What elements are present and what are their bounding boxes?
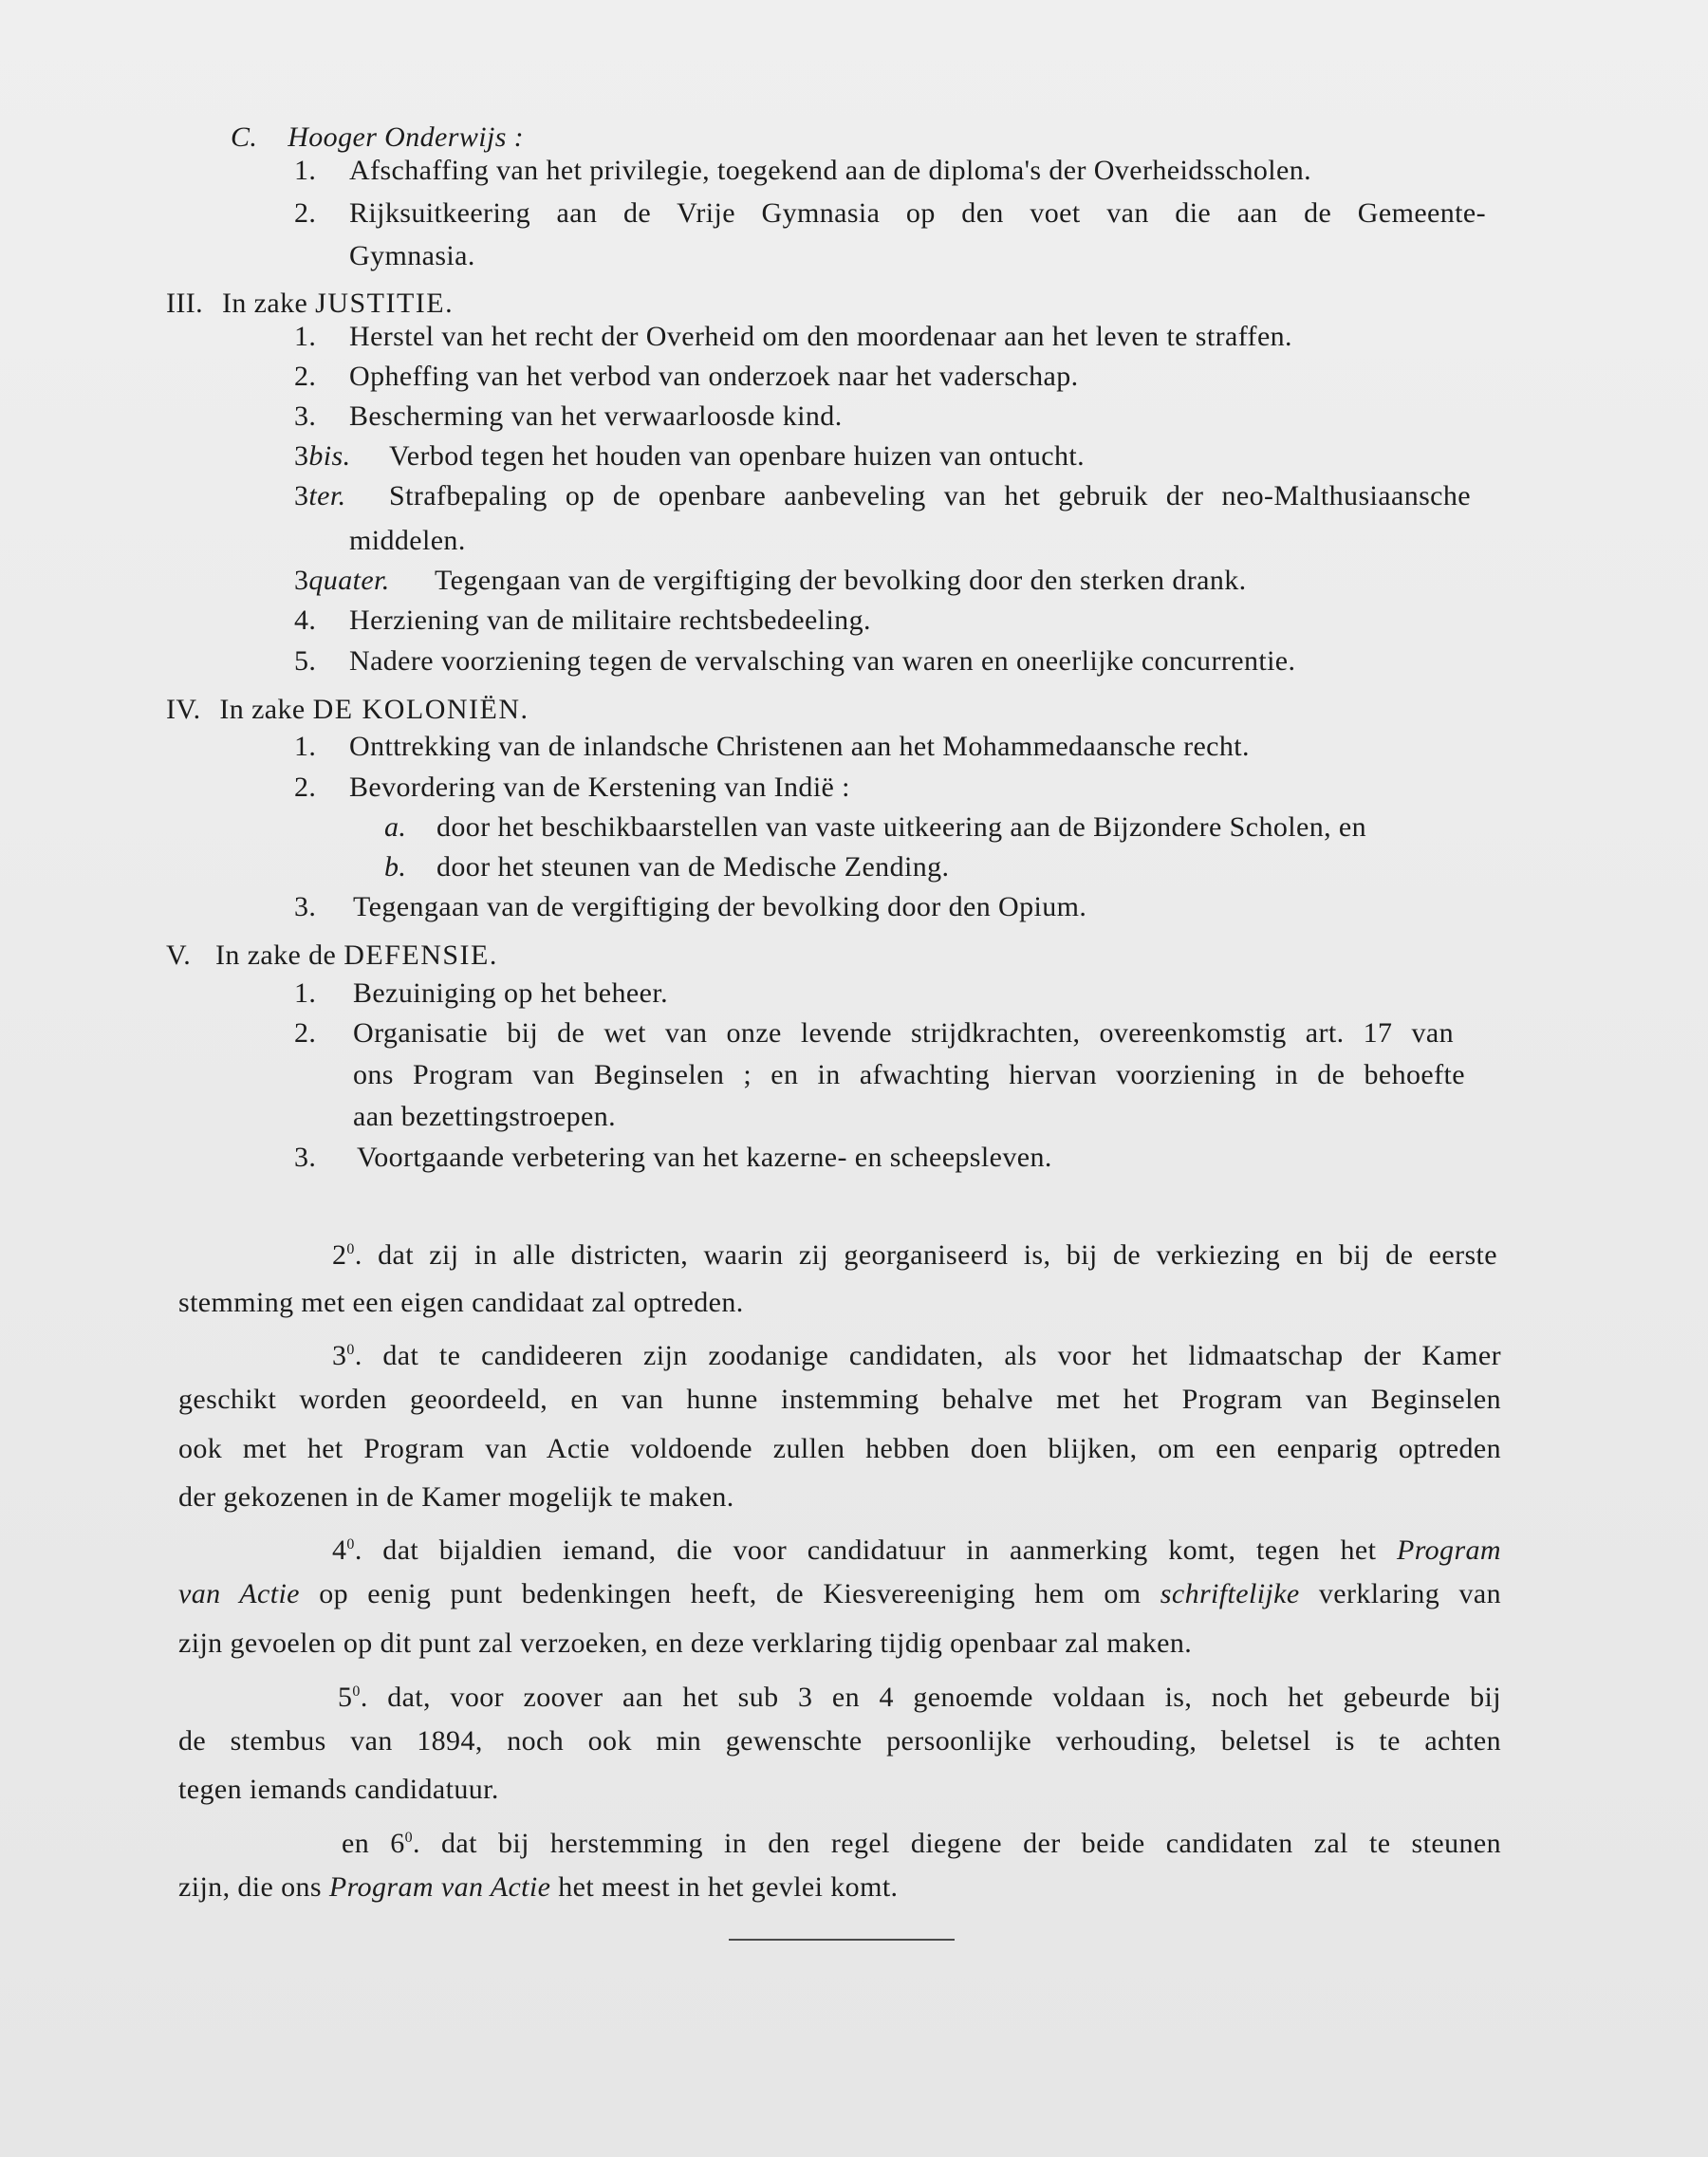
list-number: 1. [294,977,317,1009]
list-number: 3bis. [294,440,351,472]
list-number: 3ter. [294,480,346,511]
list-item: Organisatie bij de wet van onze levende strijdkrachten, overeenkomstig art. 17 van [353,1017,1454,1049]
list-number: 4. [294,604,317,636]
list-number: 2. [294,361,317,392]
clause-4-line: $4^0$. dat bijaldien iemand, die voor candidatuur in aanmerking komt, tegen het Program [332,1534,1501,1566]
clause-2-line: stemming met een eigen candidaat zal optreden. [178,1287,744,1318]
clause-6-line: zijn, die ons Program van Actie het meest in het gevlei komt. [178,1871,899,1903]
list-number: 2. [294,197,317,229]
clause-3-line: der gekozenen in de Kamer mogelijk te maken. [178,1481,734,1513]
list-item: Afschaffing van het privilegie, toegekend aan de diploma's der Overheidsscholen. [349,155,1312,186]
number-suffix: bis. [308,440,351,472]
list-item-continued: ons Program van Beginselen ; en in afwachting hiervan voorziening in de behoefte [353,1059,1465,1090]
list-number: 1. [294,731,317,762]
list-item: Bezuiniging op het beheer. [353,977,668,1009]
list-item-continued: Gymnasia. [349,240,475,271]
section-numeral: V. [166,939,192,971]
list-item: Onttrekking van de inlandsche Christenen aan het Mohammedaansche recht. [349,731,1250,762]
section-c-heading [231,119,524,157]
list-item: door het beschikbaarstellen van vaste uitkeering aan de Bijzondere Scholen, en [436,811,1367,843]
list-number: 5. [294,645,317,677]
clause-6-line: en $6^0$. dat bij herstemming in den regel diegene der beide candidaten zal te steunen [342,1828,1501,1859]
section-title: JUSTITIE. [315,288,455,319]
clause-3-line: $3^0$. dat te candideeren zijn zoodanige candidaten, als voor het lidmaatschap der Kamer [332,1340,1501,1371]
list-item: Verbod tegen het houden van openbare huizen van ontucht. [389,440,1085,472]
section-title: DE KOLONIËN. [312,694,529,725]
section-iv-heading [166,691,529,729]
section-title: Hooger Onderwijs : [288,121,525,153]
section-title: DEFENSIE. [343,939,498,971]
list-number: 3. [294,400,317,432]
section-prefix: In zake [221,288,308,319]
list-number: 2. [294,772,317,803]
closing-rule [729,1939,955,1941]
list-item: Tegengaan van de vergiftiging der bevolking door den sterken drank. [435,565,1247,596]
list-item: Herstel van het recht der Overheid om den moordenaar aan het leven te straffen. [349,321,1292,352]
section-prefix: In zake de [215,939,337,971]
section-numeral: IV. [166,694,201,725]
list-item-continued: aan bezettingstroepen. [353,1101,617,1132]
list-item: Bevordering van de Kerstening van Indië : [349,772,850,803]
section-prefix: In zake [219,694,306,725]
list-item: Tegengaan van de vergiftiging der bevolking door den Opium. [353,891,1087,922]
list-item: door het steunen van de Medische Zending. [436,851,950,883]
clause-5-line: tegen iemands candidatuur. [178,1774,499,1805]
list-number: 2. [294,1017,317,1049]
list-number: 3. [294,1142,317,1173]
list-item: Nadere voorziening tegen de vervalsching van waren en oneerlijke concurrentie. [349,645,1296,677]
clause-5-line: $5^0$. dat, voor zoover aan het sub 3 en 4 genoemde voldaan is, noch het gebeurde bij [338,1682,1501,1713]
list-item: Rijksuitkeering aan de Vrije Gymnasia op den voet van die aan de Gemeente- [349,197,1486,229]
list-number: 3. [294,891,317,922]
list-item: Strafbepaling op de openbare aanbeveling van het gebruik der neo-Malthusiaansche [389,480,1471,511]
list-item: Voortgaande verbetering van het kazerne- en scheepsleven. [357,1142,1052,1173]
section-v-heading [166,937,498,975]
clause-5-line: de stembus van 1894, noch ook min gewenschte persoonlijke verhouding, beletsel is te achten [178,1725,1501,1757]
clause-2-line: $2^0$. dat zij in alle districten, waarin zij georganiseerd is, bij de verkiezing en bij de eerste [332,1239,1497,1271]
list-item: Bescherming van het verwaarloosde kind. [349,400,843,432]
list-number: 3quater. [294,565,390,596]
section-numeral: III. [166,288,204,319]
list-letter: b. [384,851,407,883]
clause-3-line: ook met het Program van Actie voldoende zullen hebben doen blijken, om een eenparig optreden [178,1433,1501,1464]
section-letter: C. [231,121,258,153]
list-letter: a. [384,811,407,843]
clause-3-line: geschikt worden geoordeeld, en van hunne instemming behalve met het Program van Beginselen [178,1384,1501,1415]
list-item: Opheffing van het verbod van onderzoek naar het vaderschap. [349,361,1079,392]
list-item: Herziening van de militaire rechtsbedeeling. [349,604,871,636]
clause-4-line: van Actie op eenig punt bedenkingen heeft, de Kiesvereeniging hem om schriftelijke verklaring van [178,1578,1501,1609]
list-number: 1. [294,155,317,186]
number-suffix: quater. [308,565,390,596]
number-suffix: ter. [308,480,346,511]
clause-4-line: zijn gevoelen op dit punt zal verzoeken, en deze verklaring tijdig openbaar zal maken. [178,1627,1193,1659]
list-item-continued: middelen. [349,525,466,556]
list-number: 1. [294,321,317,352]
section-iii-heading [166,285,454,323]
